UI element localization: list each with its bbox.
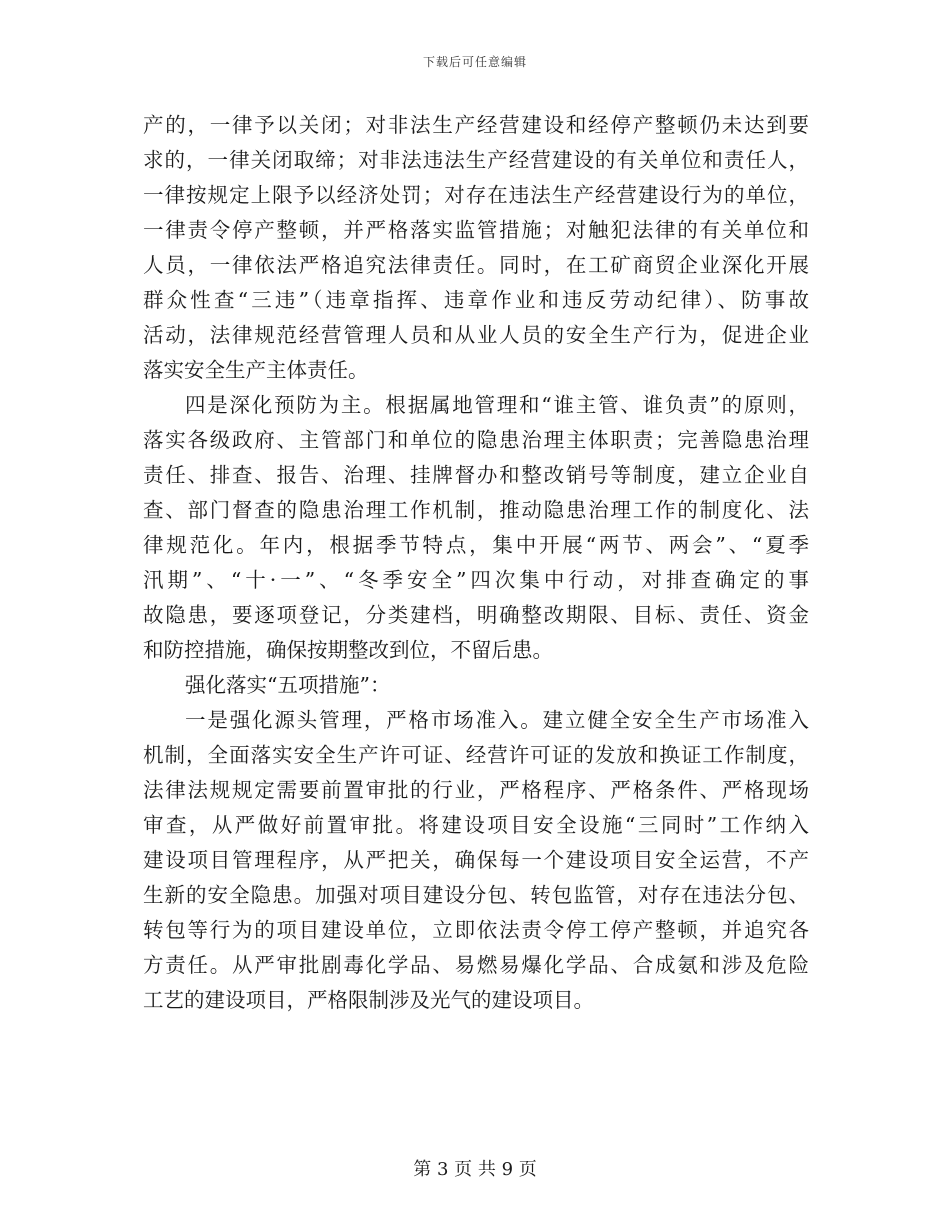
text-line: 责任、排查、报告、治理、挂牌督办和整改销号等制度，建立企业自 — [143, 463, 809, 487]
text-line: 故隐患，要逐项登记，分类建档，明确整改期限、目标、责任、资金 — [143, 603, 809, 627]
text-line: 转包等行为的项目建设单位，立即依法责令停工停产整顿，并追究各 — [143, 918, 809, 942]
paragraph — [143, 668, 809, 703]
text-line: 律规范化。年内，根据季节特点，集中开展“两节、两会”、“夏季 — [143, 533, 809, 557]
paragraph — [143, 703, 809, 1018]
text-line: 机制，全面落实安全生产许可证、经营许可证的发放和换证工作制度， — [143, 743, 809, 767]
text-line: 活动，法律规范经营管理人员和从业人员的安全生产行为，促进企业 — [143, 323, 809, 347]
text-line: 落实安全生产主体责任。 — [143, 358, 369, 382]
text-line: 落实各级政府、主管部门和单位的隐患治理主体职责；完善隐患治理 — [143, 428, 809, 452]
text-line: 和防控措施，确保按期整改到位，不留后患。 — [143, 638, 553, 662]
section-heading: 强化落实“五项措施”： — [185, 673, 391, 697]
text-line: 方责任。从严审批剧毒化学品、易燃易爆化学品、合成氨和涉及危险 — [143, 953, 809, 977]
text-line: 群众性查“三违”（违章指挥、违章作业和违反劳动纪律）、防事故 — [143, 288, 809, 312]
text-line: 一律责令停产整顿，并严格落实监管措施；对触犯法律的有关单位和 — [143, 218, 809, 242]
paragraph — [143, 388, 809, 668]
text-line: 四是深化预防为主。根据属地管理和“谁主管、谁负责”的原则， — [185, 393, 809, 417]
text-line: 建设项目管理程序，从严把关，确保每一个建设项目安全运营，不产 — [143, 848, 809, 872]
text-line: 汛期”、“十·一”、“冬季安全”四次集中行动，对排查确定的事 — [143, 568, 809, 592]
document-body — [143, 108, 809, 1018]
text-line: 产的，一律予以关闭；对非法生产经营建设和经停产整顿仍未达到要 — [143, 113, 809, 137]
text-line: 求的，一律关闭取缔；对非法违法生产经营建设的有关单位和责任人， — [143, 148, 809, 172]
paragraph — [143, 108, 809, 388]
page-header-note: 下载后可任意编辑 — [422, 55, 527, 69]
text-line: 一律按规定上限予以经济处罚；对存在违法生产经营建设行为的单位， — [143, 183, 809, 207]
text-line: 法律法规规定需要前置审批的行业，严格程序、严格条件、严格现场 — [143, 778, 809, 802]
text-line: 一是强化源头管理，严格市场准入。建立健全安全生产市场准入 — [185, 708, 809, 732]
text-line: 审查，从严做好前置审批。将建设项目安全设施“三同时”工作纳入 — [143, 813, 809, 837]
text-line: 人员，一律依法严格追究法律责任。同时，在工矿商贸企业深化开展 — [143, 253, 809, 277]
text-line: 查、部门督查的隐患治理工作机制，推动隐患治理工作的制度化、法 — [143, 498, 809, 522]
text-line: 工艺的建设项目，严格限制涉及光气的建设项目。 — [143, 988, 594, 1012]
text-line: 生新的安全隐患。加强对项目建设分包、转包监管，对存在违法分包、 — [143, 883, 809, 907]
page-number: 第 3 页 共 9 页 — [413, 1159, 537, 1180]
